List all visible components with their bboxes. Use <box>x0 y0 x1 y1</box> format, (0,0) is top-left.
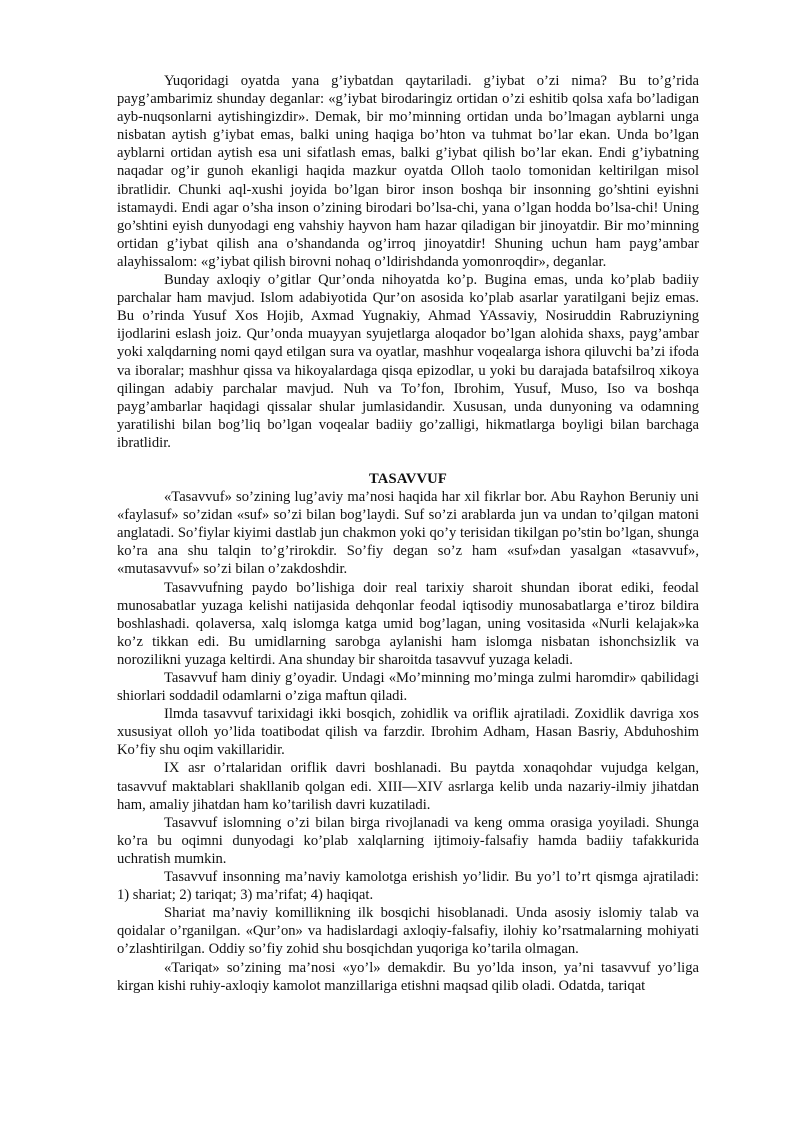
paragraph: Ilmda tasavvuf tarixidagi ikki bosqich, zohidlik va oriflik ajratiladi. Zoxidlik davriga xos xususiyat olloh yo’lida toatibodat qilish va farzdir. Ibrohim Adham, Hasan Basriy, Abduhoshim Ko’fiy shu oqim vakillaridir. <box>117 706 699 759</box>
paragraph: «Tariqat» so’zining ma’nosi «yo’l» demakdir. Bu yo’lda inson, ya’ni tasavvuf yo’liga kirgan kishi ruhiy-axloqiy kamolot manzillariga etishni maqsad qilib oladi. Odatda, tariqat <box>117 959 699 994</box>
paragraph: Tasavvuf ham diniy g’oyadir. Undagi «Mo’minning mo’minga zulmi haromdir» qabilidagi shiorlari soddadil odamlarni o’ziga maftun qiladi. <box>117 670 699 705</box>
paragraph: Shariat ma’naviy komillikning ilk bosqichi hisoblanadi. Unda asosiy islomiy talab va qoidalar o’rganilgan. «Qur’on» va hadislardagi axloqiy-falsafiy, ilohiy ko’rsatmalarning mohiyati o’zlashtirilgan. Oddiy so’fiy zohid shu bosqichdan yuqoriga ko’tarila olmagan. <box>117 905 699 958</box>
paragraph: Tasavvufning paydo bo’lishiga doir real tarixiy sharoit shundan iborat ediki, feodal munosabatlar yuzaga kelishi natijasida dehqonlar feodal iqtisodiy munosabatlarga e’tiroz bildira boshlashadi. qolaversa, xalq islomga katga umid bog’lagan, uning vositasida «Nurli kelajak»ka ko’z tikkan edi. Bu umidlarning sarobga aylanishi ham islomga nisbatan ishonchsizlik va norozilikni yuzaga keltirdi. Ana shunday bir sharoitda tasavvuf yuzaga keladi. <box>117 579 699 668</box>
paragraph: Tasavvuf islomning o’zi bilan birga rivojlanadi va keng omma orasiga yoyiladi. Shunga ko’ra bu oqimni dunyodagi ko’plab xalqlarning ijtimoiy-falsafiy hamda badiiy tafakkurida uchratish mumkin. <box>117 814 699 867</box>
section-heading: TASAVVUF <box>368 470 448 487</box>
paragraph: Yuqoridagi oyatda yana g’iybatdan qaytariladi. g’iybat o’zi nima? Bu to’g’rida payg’ambarimiz shunday deganlar: «g’iybat birodaringiz ortidan o’zi eshitib qolsa xafa bo’ladigan ayb-nuqsonlarni aytishingizdir». Demak, bir mo’minning ortidan unda bo’lmagan ayblarni unga nisbatan aytish g’iybat emas, balki uning haqiga bo’hton va tuhmat bo’lar ekan. Unda bo’lgan ayblarni ortidan aytish esa uni sifatlash emas, balki g’iybat qilish bo’lar ekan. Endi g’iybatning naqadar og’ir gunoh ekanligi haqida mazkur oyatda Olloh taolo tomonidan keltirilgan misol ibratlidir. Chunki aql-xushi joyida bo’lgan biror inson boshqa bir insonning go’shtini eyishni istamaydi. Endi agar o’sha inson o’zining birodari bo’lsa-chi, yana o’lgan hodda bo’lsa-chi! Uning go’shtini eyish dunyodagi eng vahshiy hayvon ham hazar qiladigan bir jinoyatdir. Bir mo’minning ortidan g’iybat qilish ana o’shandanda og’irroq jinoyatdir! Shuning uchun ham payg’ambar alayhissalom: «g’iybat qilish birovni nohaq o’ldirishdanda yomonroqdir», deganlar. <box>117 73 699 270</box>
paragraph: Bunday axloqiy o’gitlar Qur’onda nihoyatda ko’p. Bugina emas, unda ko’plab badiiy parchalar ham mavjud. Islom adabiyotida Qur’on asosida ko’plab asarlar yaratilgani bejiz emas. Bu o’rinda Yusuf Xos Hojib, Axmad Yugnakiy, Ahmad YAssaviy, Nosiruddin Rabruziyning ijodlarini eslash joiz. Qur’onda muayyan syujetlarga aloqador bo’lgan alohida shaxs, payg’ambar yoki xalqdarning nomi qayd etilgan sura va oyatlar, mashhur voqealarga ishora qiluvchi ba’zi ifoda va iboralar; mashhur qissa va hikoyalardaga qisqa epizodlar, u yoki bu darajada batafsilroq xikoya qilingan adabiy parchalar mavjud. Nuh va To’fon, Ibrohim, Yusuf, Muso, Iso va boshqa payg’ambarlar haqidagi qissalar shular jumlasidandir. Xususan, unda dunyoning va odamning yaratilishi bilan bog’liq bo’lgan voqealar badiiy go’zalligi, hikmatlarga boyligi bilan barchaga ibratlidir. <box>117 272 699 451</box>
paragraph: IX asr o’rtalaridan oriflik davri boshlanadi. Bu paytda xonaqohdar vujudga kelgan, tasavvuf maktablari shakllanib qolgan edi. XIII—XIV asrlarga kelib unda nazariy-ilmiy jihatdan ham, amaliy jihatdan ham ko’tarilish davri kuzatiladi. <box>117 760 699 813</box>
paragraph: Tasavvuf insonning ma’naviy kamolotga erishish yo’lidir. Bu yo’l to’rt qismga ajratiladi: 1) shariat; 2) tariqat; 3) ma’rifat; 4) haqiqat. <box>117 869 699 904</box>
paragraph: «Tasavvuf» so’zining lug’aviy ma’nosi haqida har xil fikrlar bor. Abu Rayhon Beruniy uni «faylasuf» so’zidan «suf» so’zi bilan bog’laydi. Suf so’zi arablarda jun va undan to’qilgan matoni anglatadi. So’fiylar kiyimi dastlab jun chakmon yoki qo’y terisidan tikilgan po’stin bo’lgan, shunga ko’ra ana shu talqin to’g’rirokdir. So’fiy degan so’z ham «suf»dan yasalgan «tasavvuf», «mutasavvuf» so’zi bilan o’zakdoshdir. <box>117 489 699 578</box>
